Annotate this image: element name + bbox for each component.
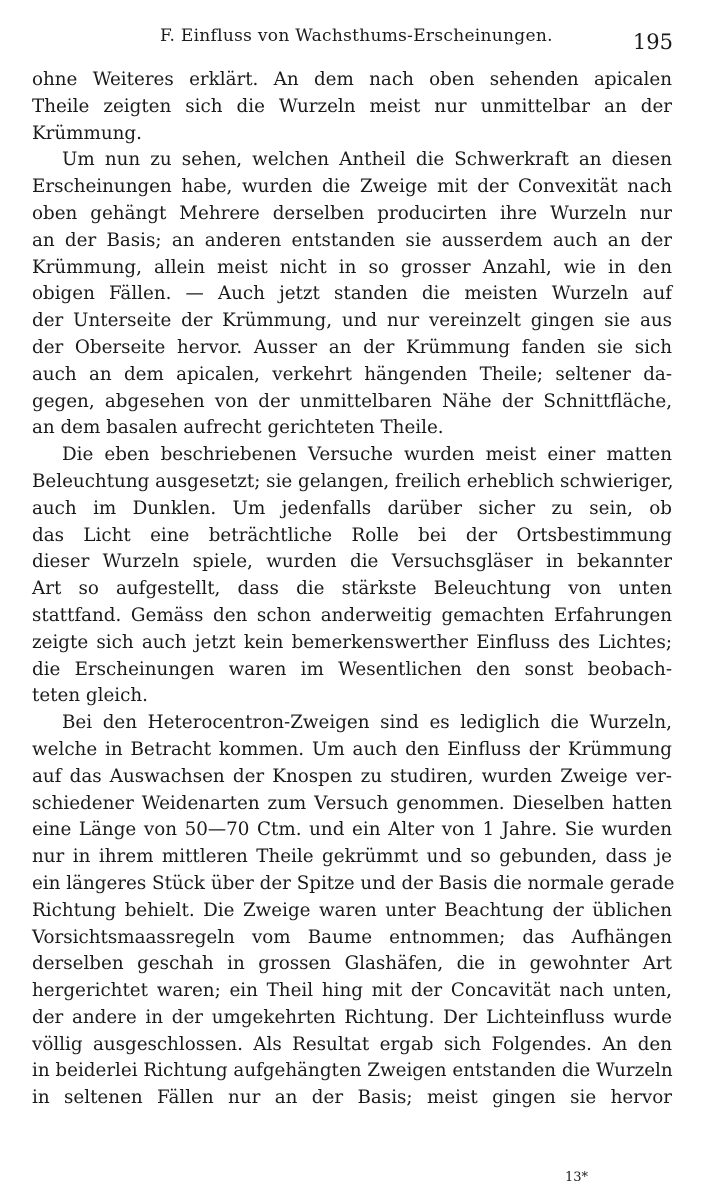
text-line: obigen Fällen. — Auch jetzt standen die meisten Wurzeln auf — [32, 283, 672, 305]
text-line: Vorsichtsmaassregeln vom Baume entnommen; das Aufhängen — [32, 926, 672, 948]
text-line: auf das Auswachsen der Knospen zu studiren, wurden Zweige ver- — [32, 765, 672, 787]
text-line: hergerichtet waren; ein Theil hing mit der Concavität nach unten, — [32, 980, 672, 1002]
text-line: ein längeres Stück über der Spitze und der Basis die normale gerade — [32, 872, 675, 894]
text-line: Die eben beschriebenen Versuche wurden meist einer matten — [62, 444, 672, 466]
text-line: Um nun zu sehen, welchen Antheil die Schwerkraft an diesen — [62, 149, 672, 171]
text-line: gegen, abgesehen von der unmittelbaren Nähe der Schnittfläche, — [32, 390, 672, 412]
text-line: dieser Wurzeln spiele, wurden die Versuchsgläser in bekannter — [32, 551, 672, 573]
text-line: ohne Weiteres erklärt. An dem nach oben sehenden apicalen — [32, 69, 672, 90]
text-line: derselben geschah in grossen Glashäfen, die in gewohnter Art — [32, 953, 672, 975]
text-line: Erscheinungen habe, wurden die Zweige mit der Convexität nach — [32, 176, 672, 198]
text-line: welche in Betracht kommen. Um auch den Einfluss der Krümmung — [32, 738, 672, 760]
text-line: Bei den Heterocentron-Zweigen sind es lediglich die Wurzeln, — [62, 712, 672, 734]
running-title: F. Einfluss von Wachsthums-Erscheinungen. — [160, 26, 553, 46]
page-number: 195 — [632, 30, 673, 54]
text-line: Krümmung. — [32, 122, 142, 144]
text-line: eine Länge von 50—70 Ctm. und ein Alter von 1 Jahre. Sie wurden — [32, 819, 672, 841]
text-line: in beiderlei Richtung aufgehängten Zweigen entstanden die Wurzeln — [32, 1060, 673, 1082]
text-line: auch an dem apicalen, verkehrt hängenden Theile; seltener da- — [32, 363, 672, 385]
body-text — [32, 67, 675, 1112]
text-line: in seltenen Fällen nur an der Basis; meist gingen sie hervor — [32, 1087, 672, 1109]
text-line: oben gehängt Mehrere derselben producirten ihre Wurzeln nur — [32, 202, 672, 224]
text-line: auch im Dunklen. Um jedenfalls darüber sicher zu sein, ob — [32, 497, 672, 519]
text-line: nur in ihrem mittleren Theile gekrümmt und so gebunden, dass je — [32, 846, 672, 868]
text-line: völlig ausgeschlossen. Als Resultat ergab sich Folgendes. An den — [32, 1033, 672, 1055]
text-line: Beleuchtung ausgesetzt; sie gelangen, freilich erheblich schwieriger, — [32, 470, 674, 492]
text-line: zeigte sich auch jetzt kein bemerkenswerther Einfluss des Lichtes; — [32, 631, 672, 653]
text-line: der andere in der umgekehrten Richtung. Der Lichteinfluss wurde — [32, 1006, 672, 1028]
text-line: Art so aufgestellt, dass die stärkste Beleuchtung von unten — [32, 578, 672, 600]
text-line: teten gleich. — [32, 685, 148, 707]
page-header — [30, 18, 675, 58]
text-line: das Licht eine beträchtliche Rolle bei der Ortsbestimmung — [32, 524, 672, 546]
text-line: an dem basalen aufrecht gerichteten Theile. — [32, 417, 444, 439]
text-line: schiedener Weidenarten zum Versuch genommen. Dieselben hatten — [32, 792, 672, 814]
text-line: die Erscheinungen waren im Wesentlichen den sonst beobach- — [32, 658, 672, 680]
text-line: an der Basis; an anderen entstanden sie ausserdem auch an der — [32, 229, 672, 251]
text-line: Theile zeigten sich die Wurzeln meist nur unmittelbar an der — [32, 95, 672, 117]
signature-mark: 13* — [565, 1170, 589, 1185]
text-line: der Oberseite hervor. Ausser an der Krümmung fanden sie sich — [32, 336, 672, 358]
text-line: der Unterseite der Krümmung, und nur vereinzelt gingen sie aus — [32, 310, 672, 332]
text-line: Krümmung, allein meist nicht in so grosser Anzahl, wie in den — [32, 256, 672, 278]
text-line: Richtung behielt. Die Zweige waren unter Beachtung der üblichen — [32, 899, 672, 921]
text-line: stattfand. Gemäss den schon anderweitig gemachten Erfahrungen — [32, 604, 672, 626]
